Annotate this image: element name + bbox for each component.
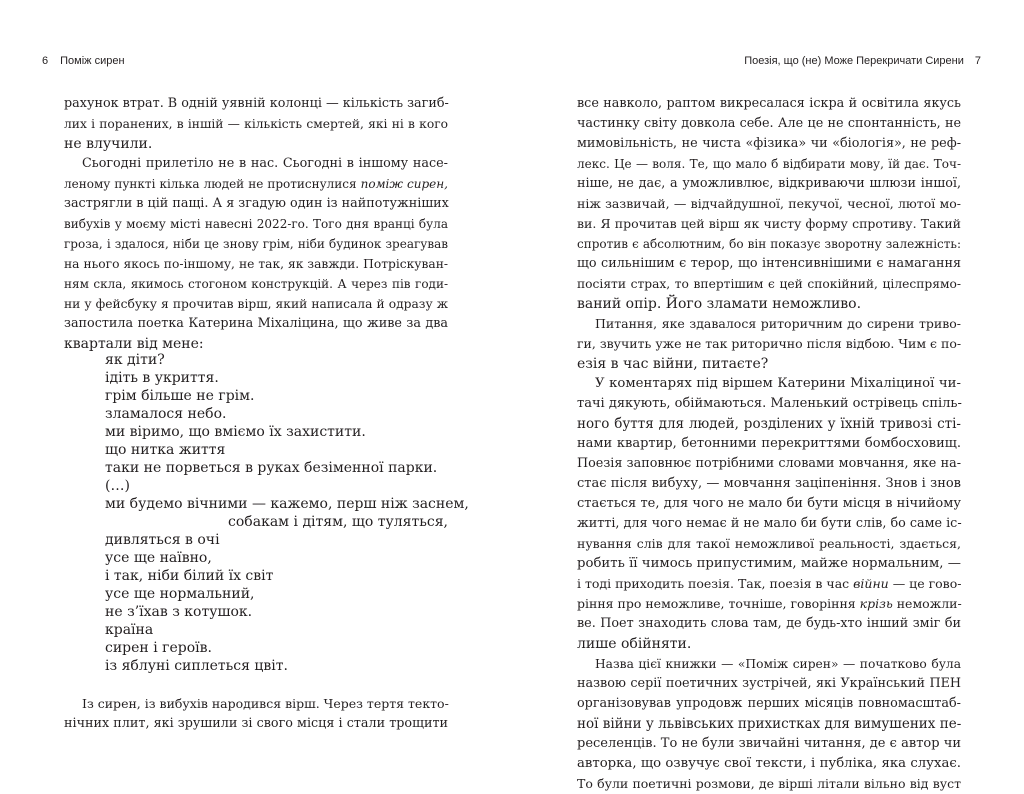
text-line: стається те, для чого не мало би бути місця в нічийому: [577, 496, 961, 511]
text-line: квартали від мене:: [64, 336, 204, 352]
poem-line: усе ще нормальний,: [105, 586, 255, 602]
poem-line: із яблуні сиплеться цвіт.: [105, 658, 288, 674]
text-line: гроза, і здалося, ніби це знову грім, ніби будинок зреагував: [64, 237, 448, 251]
poem-line: зламалося небо.: [105, 406, 227, 422]
poem-line: таки не порветься в руках безіменної парки.: [105, 460, 438, 476]
poem-line: сирен і героїв.: [105, 640, 212, 656]
text-line: мимовільність, не чиста «фізика» чи «біологія», не реф-: [577, 136, 961, 151]
text-line: ріння про неможливе, точніше, говоріння крізь неможли-: [577, 596, 962, 611]
text-line: на нього якось по-іншому, не так, як завжди. Потріскуван-: [64, 257, 448, 271]
text-line: Поезія заповнює потрібними словами мовчання, яке на-: [577, 456, 961, 471]
poem-line: і так, ніби білий їх світ: [105, 568, 274, 584]
left-running-head: [42, 54, 125, 68]
left-running-head-title: Поміж сирен: [60, 55, 125, 67]
poem-line: (…): [105, 478, 130, 494]
text-line: ги, звучить уже не так риторично після відбою. Чим є по-: [577, 336, 962, 351]
text-line: організовував упродовж перших місяців повномасштаб-: [577, 696, 961, 711]
emphasis-italic: війни: [853, 576, 889, 591]
text-line: не влучили.: [64, 136, 153, 152]
left-page-number: 6: [42, 55, 49, 67]
text-line: ви. Я прочитав цей вірш як чисту форму спротиву. Такий: [577, 216, 961, 231]
poem-line: що нитка життя: [105, 442, 226, 458]
text-line: посіяти страх, то впертішим є цей спокійний, цілеспрямо-: [577, 277, 961, 291]
text-line: ваний опір. Його зламати неможливо.: [577, 296, 862, 312]
poem-line: усе ще наївно,: [105, 550, 212, 566]
text-line: тачі дякують, обіймаються. Маленький острівець спіль-: [577, 396, 962, 411]
text-line: нування слів для такої неможливої реальності, здається,: [577, 536, 961, 551]
right-page: [512, 0, 1024, 794]
text-line: ного буття для людей, розділених у їхній тривозі сті-: [577, 416, 961, 432]
text-line: житті, для чого немає й не мало би бути слів, бо саме іс-: [577, 516, 962, 531]
text-line: частинку світу довкола себе. Але це не спонтанність, не: [577, 116, 961, 131]
text-line: нічних плит, які зрушили зі свого місця і стали трощити: [64, 716, 448, 731]
text-line: езія в час війни, питаєте?: [577, 356, 769, 372]
poem-line: грім більше не грім.: [105, 388, 255, 404]
text-line: авторка, що озвучує свої тексти, і публіка, яка слухає.: [577, 756, 961, 771]
text-line: лекс. Це — воля. Те, що мало б відбирати мову, їй дає. Точ-: [577, 157, 961, 171]
poem-line: ми будемо вічними — кажемо, перш ніж заснем,: [105, 496, 469, 512]
text-line: ни у фейсбуку я прочитав вірш, який написала й одразу ж: [64, 297, 448, 311]
book-title-italic: поміж сирен,: [360, 177, 448, 191]
text-line: Сьогодні прилетіло не в нас. Сьогодні в іншому насе-: [82, 156, 448, 171]
right-running-head-title: Поезія, що (не) Може Перекричати Сирени: [744, 55, 964, 67]
right-page-number: 7: [974, 55, 981, 67]
text-line: леному пункті кілька людей не протиснулися поміж сирен,: [64, 177, 448, 191]
text-line: лише обійняти.: [577, 636, 692, 652]
text-line: все навколо, раптом викресалася іскра й освітила якусь: [577, 96, 961, 111]
emphasis-italic: крізь: [859, 596, 893, 611]
poem-line: як діти?: [105, 352, 165, 368]
text-line: рахунок втрат. В одній уявній колонці — кількість загиб-: [64, 96, 449, 111]
text-line: ної війни у львівських прихистках для вимушених пе-: [577, 716, 962, 732]
text-line: ніж зазвичай, — відчайдушної, пекучої, чесної, лютої мо-: [577, 196, 961, 211]
text-line: і тоді приходить поезія. Так, поезія в час війни — це гово-: [577, 576, 962, 591]
poem-line: ми віримо, що вміємо їх захистити.: [105, 424, 366, 440]
text-line: стає після вибуху, — мовчання заціпеніння. Знов і знов: [577, 476, 961, 491]
text-line: лих і поранених, в іншій — кількість смертей, які ні в кого: [64, 117, 448, 131]
text-line: спротив є абсолютним, бо він показує зворотну залежність:: [577, 237, 961, 251]
text-line: У коментарях під віршем Катерини Міхаліциної чи-: [595, 376, 961, 391]
text-line: То були поетичні розмови, де вірші літали вільно від вуст: [577, 776, 961, 791]
text-line: робить її чимось припустимим, майже нормальним, —: [577, 556, 961, 571]
poem-line: ідіть в укриття.: [105, 370, 219, 386]
text-line: ве. Поет знаходить слова там, де будь-хто інший зміг би: [577, 616, 961, 631]
poem-line: не з’їхав з котушок.: [105, 604, 253, 620]
poem-line: країна: [105, 622, 154, 638]
text-line: ням скла, якимось стогоном конструкцій. А через пів годи-: [64, 277, 448, 291]
text-line: нами квартир, бетонними перекриттями бомбосховищ.: [577, 436, 961, 451]
right-running-head: [744, 54, 981, 68]
text-line: ніше, не дає, а уможливлює, відкриваючи шлюзи іншої,: [577, 176, 961, 191]
text-line: запостила поетка Катерина Міхаліцина, що живе за два: [64, 316, 448, 331]
text-line: назвою серії поетичних зустрічей, які Український ПЕН: [577, 676, 961, 691]
text-line: вибухів у моєму місті навесні 2022-го. Того дня вранці була: [64, 217, 448, 231]
text-line: Питання, яке здавалося риторичним до сирени триво-: [595, 316, 961, 331]
poem-line: собакам і дітям, що туляться,: [228, 514, 448, 530]
text-line: що сильнішим є терор, що інтенсивнішими є намагання: [577, 256, 961, 271]
poem-line: дивляться в очі: [105, 532, 220, 548]
text-line: Із сирен, із вибухів народився вірш. Через тертя текто-: [82, 696, 449, 711]
text-line: застрягли в цій пащі. А я згадую один із найпотужніших: [64, 196, 449, 211]
text-line: Назва цієї книжки — «Поміж сирен» — початково була: [595, 657, 961, 671]
text-line: реселенців. То не були звичайні читання, де є автор чи: [577, 736, 961, 751]
